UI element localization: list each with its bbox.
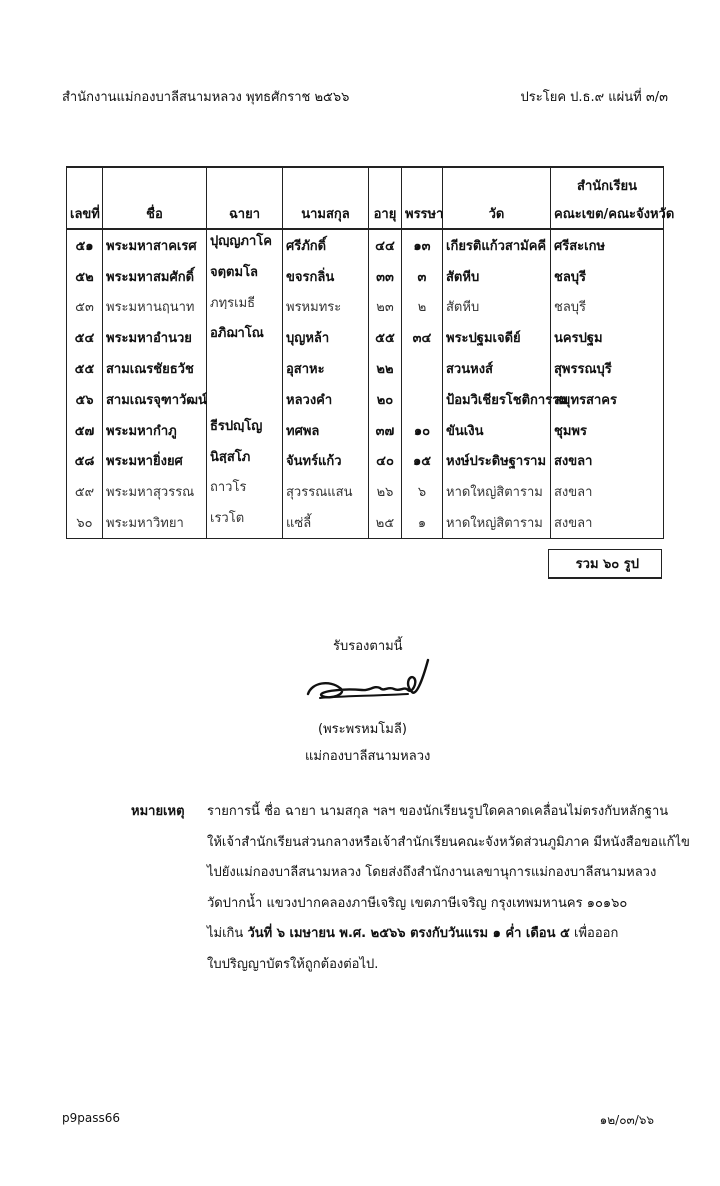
row-age: ๒๖ (369, 476, 402, 507)
row-name: สามเณรจุฑาวัฒน์ (103, 384, 207, 415)
row-wat: เกียรติแก้วสามัคคี (443, 229, 551, 261)
column-header-surname: นามสกุล (283, 196, 369, 229)
table-row (67, 446, 664, 477)
certification-text: รับรองตามนี้ (333, 639, 403, 654)
row-surname: บุญหล้า (283, 322, 369, 353)
column-header-province: คณะเขต/คณะจังหวัด (551, 196, 664, 229)
row-surname: จันทร์แก้ว (283, 446, 369, 477)
signer-title: แม่กองบาลีสนามหลวง (305, 749, 431, 764)
row-province: ศรีสะเกษ (551, 229, 664, 261)
row-age: ๒๒ (369, 353, 402, 384)
row-number: ๕๑ (67, 229, 103, 261)
table-row (67, 384, 664, 415)
column-header-wat: วัด (443, 196, 551, 229)
note-deadline-post: เพื่อออก (569, 926, 619, 942)
header-sheet-number: ประโยค ป.ธ.๙ แผ่นที่ ๓/๓ (520, 90, 668, 105)
note-line-deadline (207, 922, 677, 953)
row-number: ๖๐ (67, 507, 103, 538)
table-row (67, 292, 664, 323)
row-wat: ป้อมวิเชียรโชติการาม (443, 384, 551, 415)
row-wat: สวนหงส์ (443, 353, 551, 384)
row-name: พระมหาสาคเรศ (103, 229, 207, 261)
row-province: สุพรรณบุรี (551, 353, 664, 384)
row-chaya: เรวโต (207, 507, 283, 538)
row-name: พระมหาวิทยา (103, 507, 207, 538)
note-body (207, 800, 690, 984)
row-vassa: ๑๕ (402, 446, 443, 477)
table-row (67, 229, 664, 261)
column-header-office: สำนักเรียน (551, 167, 664, 196)
row-vassa (402, 353, 443, 384)
row-wat: หาดใหญ่สิตาราม (443, 507, 551, 538)
row-name: พระมหาสมศักดิ์ (103, 261, 207, 292)
row-surname: หลวงคำ (283, 384, 369, 415)
header-row (67, 196, 664, 229)
row-chaya: ปุญฺญภาโค (207, 229, 283, 261)
note-line: ใบปริญญาบัตรให้ถูกต้องต่อไป. (207, 956, 379, 972)
row-surname: ทศพล (283, 415, 369, 446)
column-header-age: อายุ (369, 196, 402, 229)
table-row (67, 322, 664, 353)
row-number: ๕๒ (67, 261, 103, 292)
row-province: ชุมพร (551, 415, 664, 446)
row-wat: หาดใหญ่สิตาราม (443, 476, 551, 507)
note-deadline-pre: ไม่เกิน (207, 926, 248, 942)
row-number: ๕๙ (67, 476, 103, 507)
row-vassa: ๑๐ (402, 415, 443, 446)
signature-graphic (300, 652, 440, 712)
header-row-top (67, 167, 664, 196)
row-vassa: ๓ (402, 261, 443, 292)
row-age: ๒๓ (369, 292, 402, 323)
row-province: ชลบุรี (551, 261, 664, 292)
note-deadline-date: วันที่ ๖ เมษายน พ.ศ. ๒๕๖๖ ตรงกับวันแรม ๑ ค่ำ เดือน ๕ (247, 926, 570, 942)
row-surname: อุสาหะ (283, 353, 369, 384)
row-vassa: ๒ (402, 292, 443, 323)
table-row (67, 353, 664, 384)
column-header-no: เลขที่ (67, 196, 103, 229)
row-chaya: ถาวโร (207, 476, 283, 507)
row-chaya: นิสฺสโภ (207, 446, 283, 477)
note-line: ให้เจ้าสำนักเรียนส่วนกลางหรือเจ้าสำนักเรียนคณะจังหวัดส่วนภูมิภาค มีหนังสือขอแก้ไข (207, 834, 690, 850)
row-number: ๕๖ (67, 384, 103, 415)
row-name: พระมหานฤนาท (103, 292, 207, 323)
row-chaya: จตฺตมโล (207, 261, 283, 292)
row-age: ๔๐ (369, 446, 402, 477)
row-province: สงขลา (551, 476, 664, 507)
row-wat: หงษ์ประดิษฐาราม (443, 446, 551, 477)
row-vassa (402, 384, 443, 415)
note-line: รายการนี้ ชื่อ ฉายา นามสกุล ฯลฯ ของนักเรียนรูปใดคลาดเคลื่อนไม่ตรงกับหลักฐาน (207, 804, 669, 819)
row-surname: สุวรรณแสน (283, 476, 369, 507)
row-wat: ขันเงิน (443, 415, 551, 446)
row-province: นครปฐม (551, 322, 664, 353)
row-vassa: ๑๓ (402, 229, 443, 261)
row-age: ๔๔ (369, 229, 402, 261)
row-name: พระมหายิ่งยศ (103, 446, 207, 477)
column-header-vassa: พรรษา (402, 196, 443, 229)
row-vassa: ๑ (402, 507, 443, 538)
row-number: ๕๔ (67, 322, 103, 353)
row-wat: พระปฐมเจดีย์ (443, 322, 551, 353)
row-surname: พรหมทระ (283, 292, 369, 323)
row-surname: ศรีภักดิ์ (283, 229, 369, 261)
row-province: สมุทรสาคร (551, 384, 664, 415)
row-name: พระมหากำภู (103, 415, 207, 446)
row-number: ๕๘ (67, 446, 103, 477)
row-age: ๓๓ (369, 261, 402, 292)
row-age: ๕๕ (369, 322, 402, 353)
row-vassa: ๓๔ (402, 322, 443, 353)
signer-name: (พระพรหมโมลี) (318, 722, 407, 737)
row-number: ๕๕ (67, 353, 103, 384)
table-row (67, 507, 664, 538)
row-chaya: ภทฺรเมธี (207, 292, 283, 323)
note-line: วัดปากน้ำ แขวงปากคลองภาษีเจริญ เขตภาษีเจริญ กรุงเทพมหานคร ๑๐๑๖๐ (207, 895, 628, 911)
table-row (67, 261, 664, 292)
table-row (67, 476, 664, 507)
column-header-chaya: ฉายา (207, 196, 283, 229)
total-count: รวม ๖๐ รูป (548, 549, 662, 579)
row-wat: สัตหีบ (443, 261, 551, 292)
row-chaya: ธีรปญฺโญ (207, 415, 283, 446)
row-province: ชลบุรี (551, 292, 664, 323)
row-surname: ขจรกลิ่น (283, 261, 369, 292)
row-age: ๒๕ (369, 507, 402, 538)
row-name: พระมหาสุวรรณ (103, 476, 207, 507)
row-chaya: อภิฌาโณ (207, 322, 283, 353)
row-name: สามเณรชัยธวัช (103, 353, 207, 384)
row-province: สงขลา (551, 507, 664, 538)
footer-source: p9pass66 (62, 1111, 120, 1125)
row-vassa: ๖ (402, 476, 443, 507)
note-label: หมายเหตุ (131, 804, 185, 819)
row-chaya (207, 384, 283, 415)
row-number: ๕๓ (67, 292, 103, 323)
row-chaya (207, 353, 283, 384)
row-name: พระมหาอำนวย (103, 322, 207, 353)
row-number: ๕๗ (67, 415, 103, 446)
row-surname: แซ่ลี้ (283, 507, 369, 538)
header-office-year: สำนักงานแม่กองบาลีสนามหลวง พุทธศักราช ๒๕๖๖ (62, 90, 350, 105)
note-line: ไปยังแม่กองบาลีสนามหลวง โดยส่งถึงสำนักงานเลขานุการแม่กองบาลีสนามหลวง (207, 865, 657, 881)
table-row (67, 415, 664, 446)
row-province: สงขลา (551, 446, 664, 477)
row-age: ๓๗ (369, 415, 402, 446)
row-wat: สัตหีบ (443, 292, 551, 323)
row-age: ๒๐ (369, 384, 402, 415)
roster-table (66, 166, 675, 539)
column-header-name: ชื่อ (103, 196, 207, 229)
footer-date: ๑๒/๐๓/๖๖ (599, 1113, 654, 1127)
